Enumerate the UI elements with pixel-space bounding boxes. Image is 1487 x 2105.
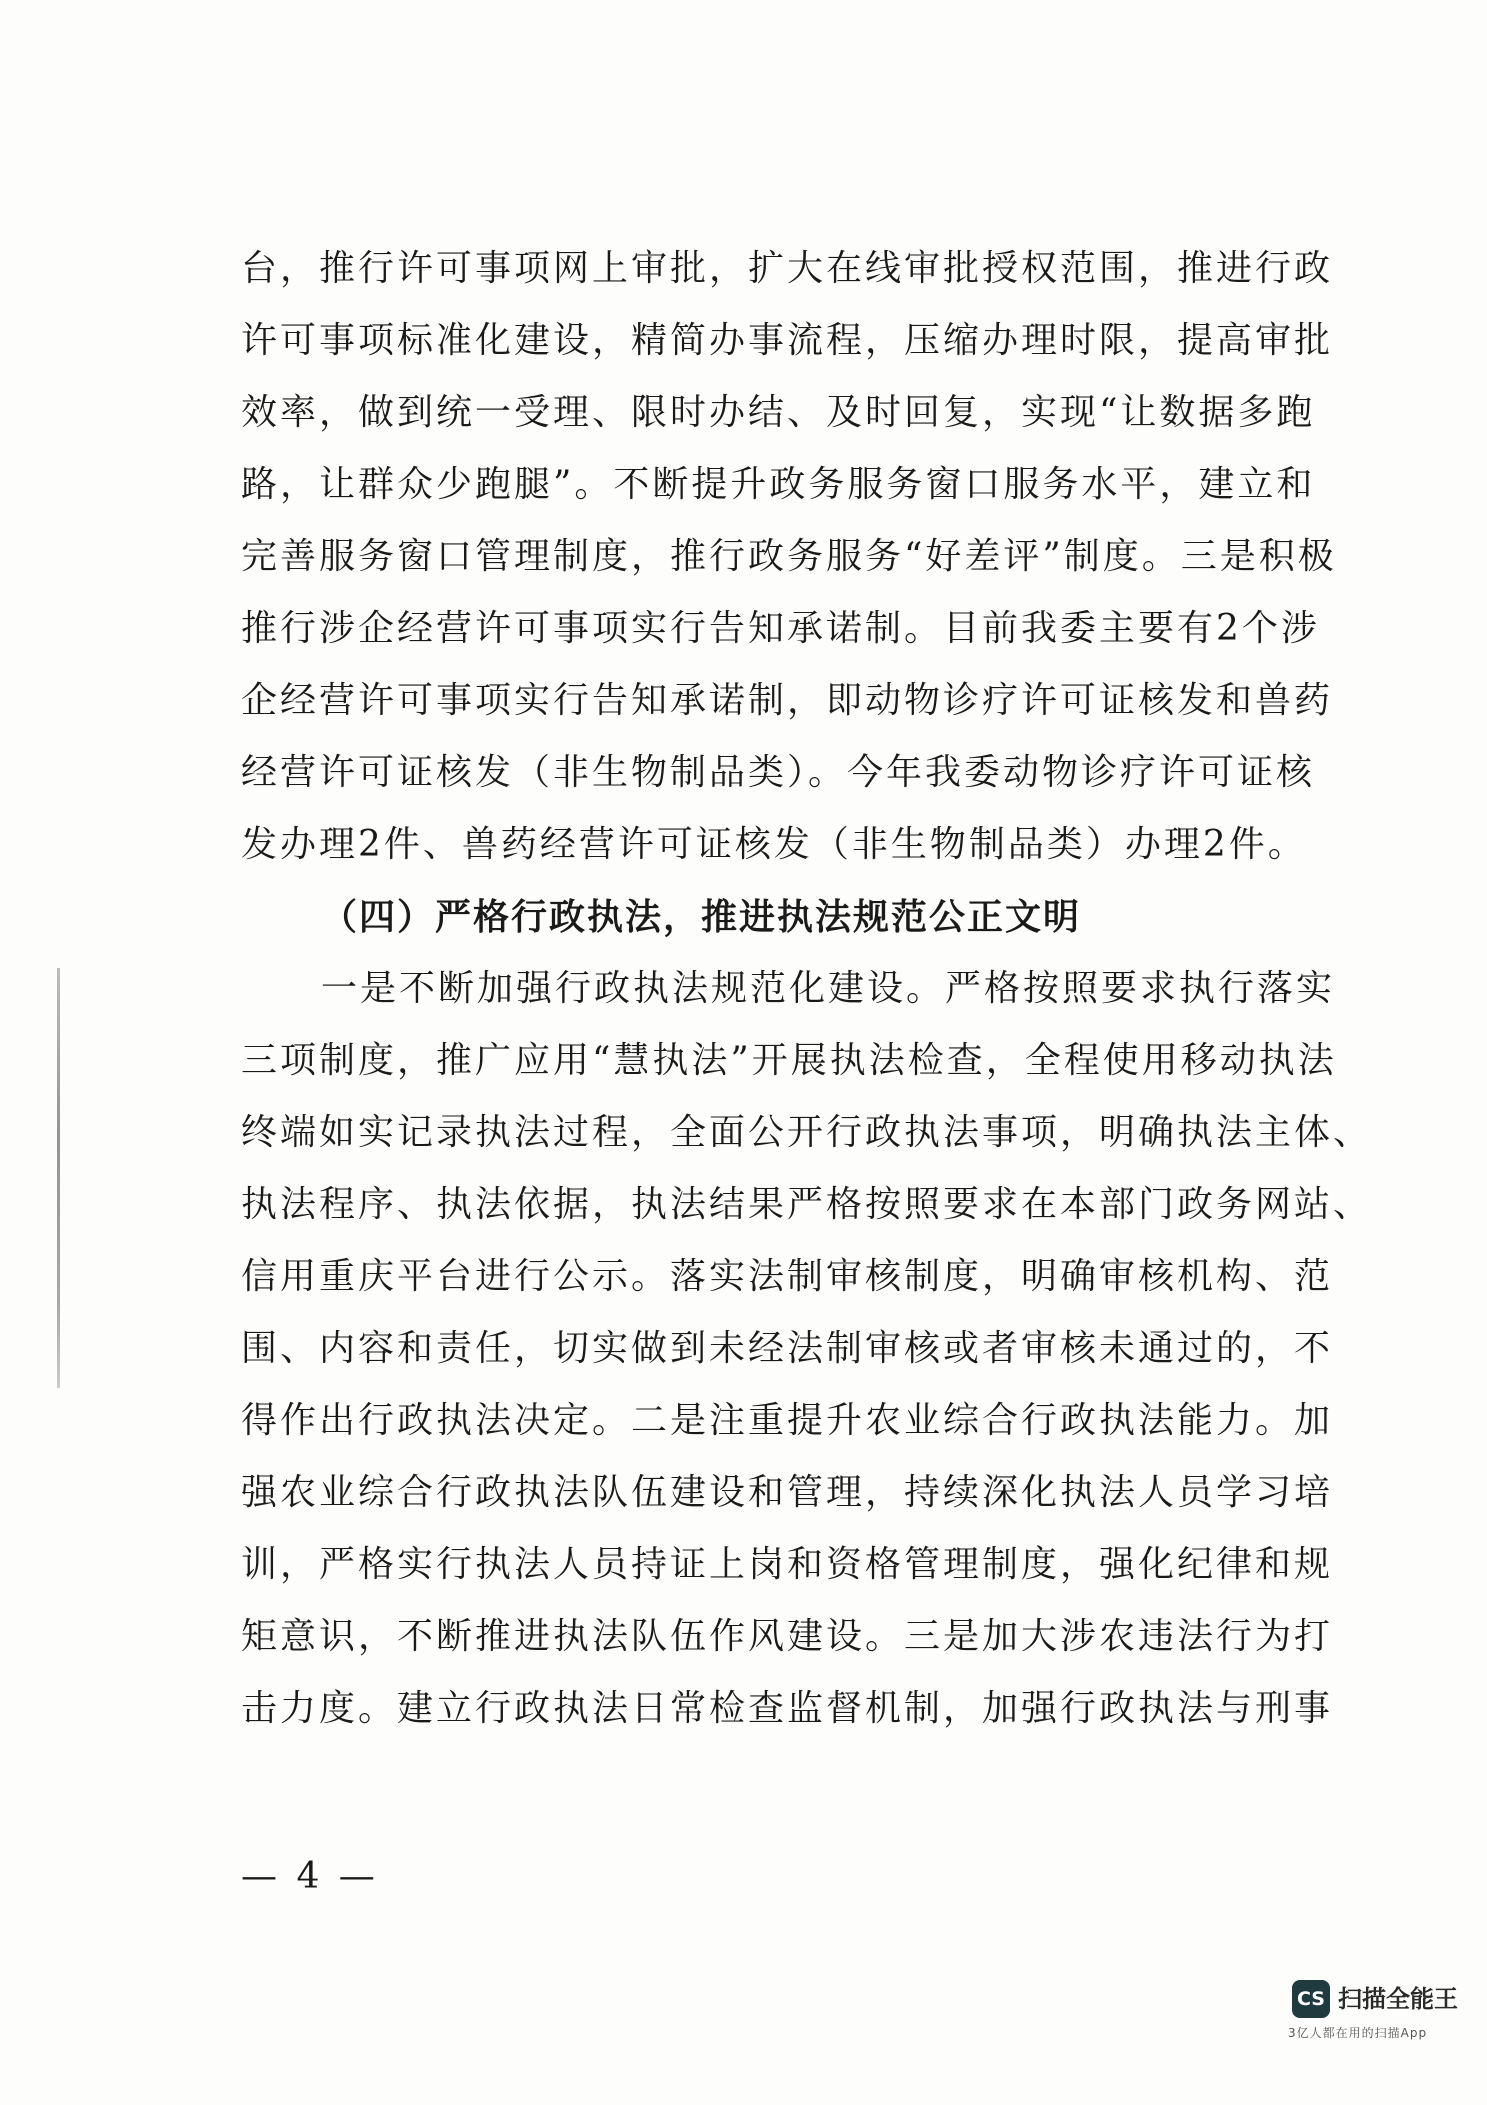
text-line: 信用重庆平台进行公示。落实法制审核制度，明确审核机构、范 bbox=[241, 1256, 1334, 1297]
page-number: — 4 — bbox=[241, 1856, 379, 1897]
text-line: 企经营许可事项实行告知承诺制，即动物诊疗许可证核发和兽药 bbox=[241, 680, 1334, 721]
text-line: 训，严格实行执法人员持证上岗和资格管理制度，强化纪律和规 bbox=[241, 1544, 1334, 1585]
scanner-watermark bbox=[1284, 1980, 1474, 2075]
camscanner-logo-icon: CS bbox=[1292, 1980, 1330, 2018]
text-line: 强农业综合行政执法队伍建设和管理，持续深化执法人员学习培 bbox=[241, 1472, 1334, 1513]
text-line: 推行涉企经营许可事项实行告知承诺制。目前我委主要有2个涉 bbox=[241, 608, 1320, 649]
text-line: 矩意识，不断推进执法队伍作风建设。三是加大涉农违法行为打 bbox=[241, 1616, 1334, 1657]
text-line: 击力度。建立行政执法日常检查监督机制，加强行政执法与刑事 bbox=[241, 1688, 1334, 1729]
text-line: 许可事项标准化建设，精简办事流程，压缩办理时限，提高审批 bbox=[241, 320, 1334, 361]
text-line: 终端如实记录执法过程，全面公开行政执法事项，明确执法主体、 bbox=[241, 1112, 1373, 1153]
text-line: 路，让群众少跑腿”。不断提升政务服务窗口服务水平，建立和 bbox=[241, 464, 1316, 505]
text-line: 执法程序、执法依据，执法结果严格按照要求在本部门政务网站、 bbox=[241, 1184, 1373, 1225]
text-line: 完善服务窗口管理制度，推行政务服务“好差评”制度。三是积极 bbox=[241, 536, 1337, 577]
text-line: 得作出行政执法决定。二是注重提升农业综合行政执法能力。加 bbox=[241, 1400, 1334, 1441]
section-heading: （四）严格行政执法，推进执法规范公正文明 bbox=[321, 896, 1082, 938]
text-line: 发办理2件、兽药经营许可证核发（非生物制品类）办理2件。 bbox=[241, 824, 1307, 865]
watermark-title: 扫描全能王 bbox=[1338, 1985, 1458, 2013]
text-line: 一是不断加强行政执法规范化建设。严格按照要求执行落实 bbox=[321, 968, 1336, 1009]
body-text bbox=[241, 233, 1373, 1745]
scan-edge-mark bbox=[57, 968, 60, 1388]
text-line: 台，推行许可事项网上审批，扩大在线审批授权范围，推进行政 bbox=[241, 248, 1334, 289]
text-line: 效率，做到统一受理、限时办结、及时回复，实现“让数据多跑 bbox=[241, 392, 1316, 433]
text-line: 三项制度，推广应用“慧执法”开展执法检查，全程使用移动执法 bbox=[241, 1040, 1337, 1081]
text-line: 围、内容和责任，切实做到未经法制审核或者审核未通过的，不 bbox=[241, 1328, 1334, 1369]
text-line: 经营许可证核发（非生物制品类）。今年我委动物诊疗许可证核 bbox=[241, 752, 1316, 793]
watermark-tagline: 3亿人都在用的扫描App bbox=[1288, 2026, 1428, 2040]
